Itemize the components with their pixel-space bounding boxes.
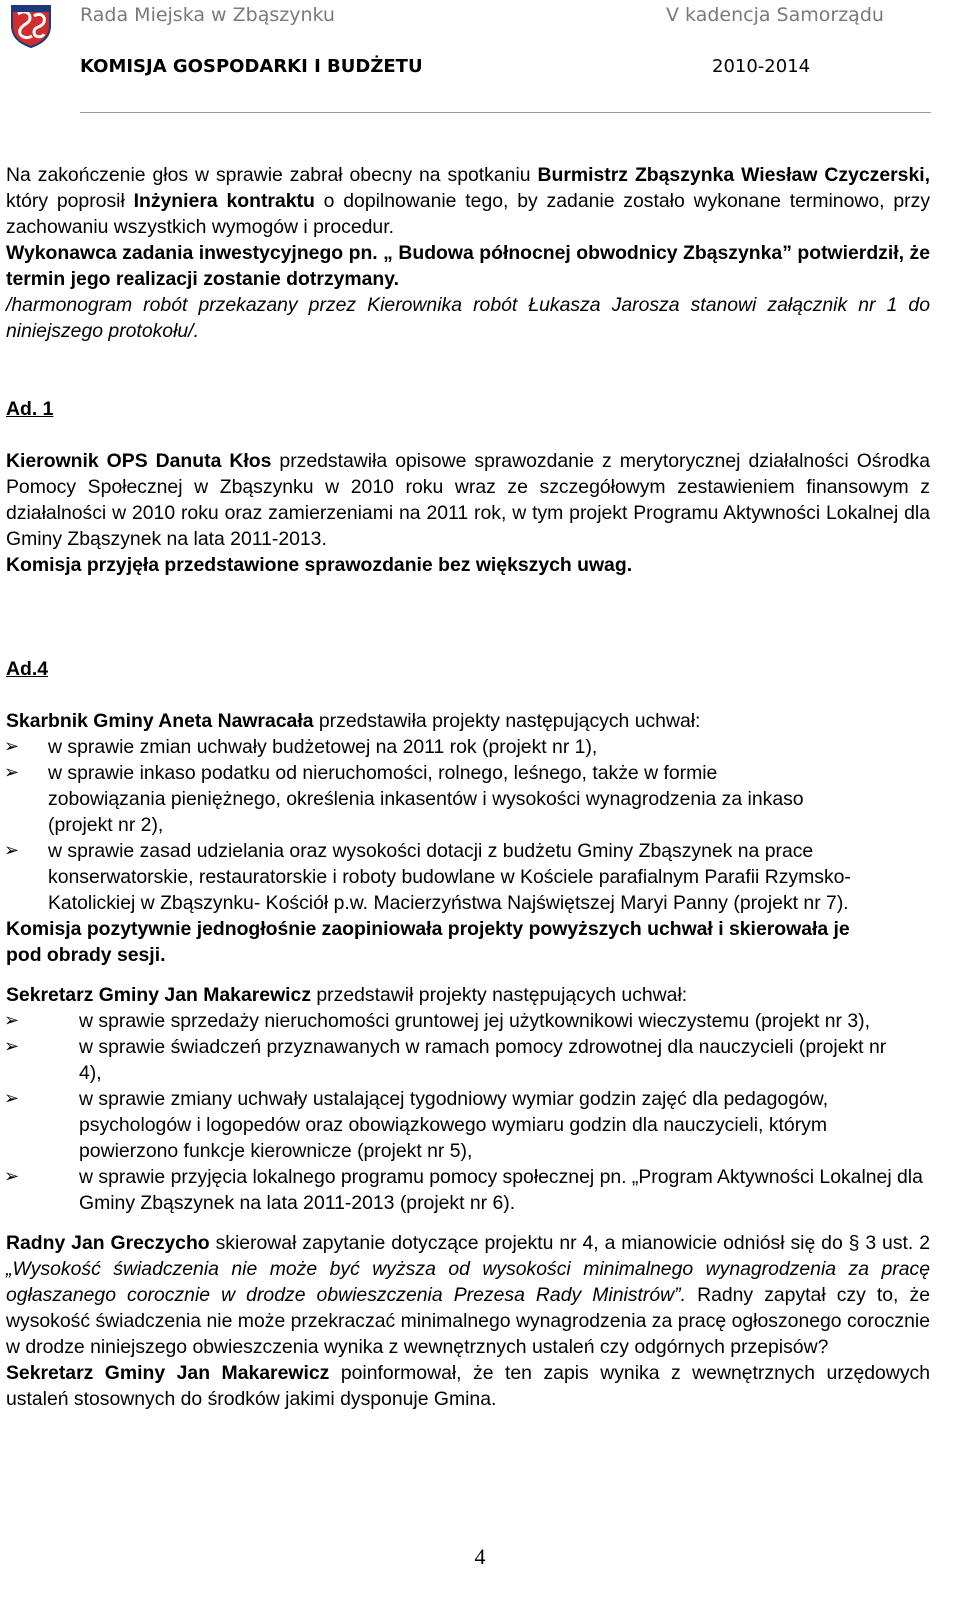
list-item bbox=[6, 1034, 930, 1086]
term-label: V kadencja Samorządu bbox=[666, 4, 884, 26]
page-number: 4 bbox=[474, 1544, 486, 1569]
contractor-statement: Wykonawca zadania inwestycyjnego pn. „ Budowa północnej obwodnicy Zbąszynka” potwierdził, że termin jego realizacji zostanie dotrzymany. bbox=[6, 242, 930, 290]
councillor-question bbox=[6, 1230, 930, 1360]
text: skierował zapytanie dotyczące projektu nr 4, a mianowicie odniósł się do § 3 ust. 2 bbox=[209, 1232, 930, 1254]
treasurer-resolutions-list bbox=[6, 734, 930, 916]
speaker-name: Kierownik OPS Danuta Kłos bbox=[6, 450, 272, 472]
text: o dopilnowanie tego, by zadanie zostało wykonane terminowo, przy zachowaniu wszystkich wymogów i procedur. bbox=[6, 190, 931, 238]
speaker-name: Sekretarz Gminy Jan Makarewicz bbox=[6, 984, 312, 1006]
header-divider bbox=[80, 112, 931, 113]
speaker-name: Skarbnik Gminy Aneta Nawracała bbox=[6, 710, 314, 732]
list-item bbox=[6, 838, 930, 916]
speaker-name: Radny Jan Greczycho bbox=[6, 1232, 210, 1254]
text: w sprawie świadczeń przyznawanych w ramach pomocy zdrowotnej dla nauczycieli (projekt nr 4), bbox=[79, 1036, 887, 1084]
mayor-name: Burmistrz Zbąszynka Wiesław Czyczerski, bbox=[537, 164, 931, 186]
treasurer-intro bbox=[6, 708, 930, 734]
text: w sprawie inkaso podatku od nieruchomości, rolnego, leśnego, także w formie zobowiązania pieniężnego, określenia inkasentów i wysokości wynagrodzenia za inkaso (projekt nr 2), bbox=[48, 762, 804, 836]
text: w sprawie przyjęcia lokalnego programu pomocy społecznej pn. „Program Aktywności Lokalnej dla Gminy Zbąszynek na lata 2011-2013 (projekt nr 6). bbox=[79, 1166, 923, 1214]
speaker-name: Sekretarz Gminy Jan Makarewicz bbox=[6, 1362, 330, 1384]
section-heading-ad4: Ad.4 bbox=[6, 658, 49, 680]
list-item bbox=[6, 1086, 930, 1164]
secretary-resolutions-list bbox=[6, 1008, 930, 1216]
text: przedstawiła projekty następujących uchwał: bbox=[313, 710, 701, 732]
arrow-bullet-icon: ➢ bbox=[4, 736, 20, 757]
text: w sprawie zasad udzielania oraz wysokości dotacji z budżetu Gminy Zbąszynek na prace konserwatorskie, restauratorskie i roboty budowlane w Kościele parafialnym Parafii Rzymsko-Katolickiej w Zbąszynku- Kościół p.w. Macierzyństwa Najświętszej Maryi Panny (projekt nr 7). bbox=[48, 840, 851, 914]
arrow-bullet-icon: ➢ bbox=[4, 840, 20, 861]
text: poinformował, że ten zapis wynika z wewnętrznych urzędowych ustaleń stosownych do środków jakimi dysponuje Gmina. bbox=[6, 1362, 930, 1410]
list-item bbox=[6, 1008, 930, 1034]
page-header bbox=[0, 0, 960, 120]
text: w sprawie sprzedaży nieruchomości gruntowej jej użytkownikowi wieczystemu (projekt nr 3), bbox=[79, 1010, 871, 1032]
list-item bbox=[6, 760, 930, 838]
closing-paragraph bbox=[6, 162, 930, 240]
ad4-conclusion-1: Komisja pozytywnie jednogłośnie zaopiniowała projekty powyższych uchwał i skierowała je pod obrady sesji. bbox=[6, 918, 850, 966]
text: Na zakończenie głos w sprawie zabrał obecny na spotkaniu bbox=[6, 164, 538, 186]
coat-of-arms-logo bbox=[8, 2, 54, 48]
section-heading-ad1: Ad. 1 bbox=[6, 398, 54, 420]
quoted-regulation: „Wysokość świadczenia nie może być wyższa od wysokości minimalnego wynagrodzenia za pracę ogłaszanego corocznie w drodze obwieszczenia Prezesa Rady Ministrów”. bbox=[6, 1258, 930, 1306]
secretary-answer bbox=[6, 1360, 930, 1412]
text: który poprosił bbox=[6, 190, 134, 212]
document-body bbox=[6, 162, 930, 1412]
ad1-paragraph bbox=[6, 448, 930, 552]
text: przedstawiła opisowe sprawozdanie z merytorycznej działalności Ośrodka Pomocy Społecznej w Zbąszynku w 2010 roku wraz ze szczegółowym zestawieniem finansowym z działalności w 2010 roku oraz zamierzeniami na 2011 rok, w tym projekt Programu Aktywności Lokalnej dla Gminy Zbąszynek na lata 2011-2013. bbox=[6, 450, 930, 550]
arrow-bullet-icon: ➢ bbox=[4, 1166, 20, 1187]
text: przedstawił projekty następujących uchwał: bbox=[311, 984, 688, 1006]
text: w sprawie zmian uchwały budżetowej na 2011 rok (projekt nr 1), bbox=[48, 736, 598, 758]
ad1-conclusion: Komisja przyjęła przedstawione sprawozdanie bez większych uwag. bbox=[6, 554, 633, 576]
arrow-bullet-icon: ➢ bbox=[4, 762, 20, 783]
arrow-bullet-icon: ➢ bbox=[4, 1036, 20, 1057]
council-name: Rada Miejska w Zbąszynku bbox=[80, 4, 335, 26]
arrow-bullet-icon: ➢ bbox=[4, 1088, 20, 1109]
engineer-label: Inżyniera kontraktu bbox=[133, 190, 315, 212]
attachment-note: /harmonogram robót przekazany przez Kierownika robót Łukasza Jarosza stanowi załącznik nr 1 do niniejszego protokołu/. bbox=[6, 294, 930, 342]
committee-name: KOMISJA GOSPODARKI I BUDŻETU bbox=[80, 56, 423, 77]
term-years: 2010-2014 bbox=[712, 56, 811, 77]
text: Radny zapytał czy to, że wysokość świadczenia nie może przekraczać minimalnego wynagrodzenia za pracę ogłoszonego corocznie w drodze niniejszego obwieszczenia wynika z wewnętrznych ustaleń czy odgórnych przepisów? bbox=[6, 1284, 930, 1358]
arrow-bullet-icon: ➢ bbox=[4, 1010, 20, 1031]
text: w sprawie zmiany uchwały ustalającej tygodniowy wymiar godzin zajęć dla pedagogów, psychologów i logopedów oraz obowiązkowego wymiaru godzin dla nauczycieli, którym powierzono funkcje kierownicze (projekt nr 5), bbox=[79, 1088, 829, 1162]
list-item bbox=[6, 734, 930, 760]
secretary-intro bbox=[6, 982, 930, 1008]
list-item bbox=[6, 1164, 930, 1216]
